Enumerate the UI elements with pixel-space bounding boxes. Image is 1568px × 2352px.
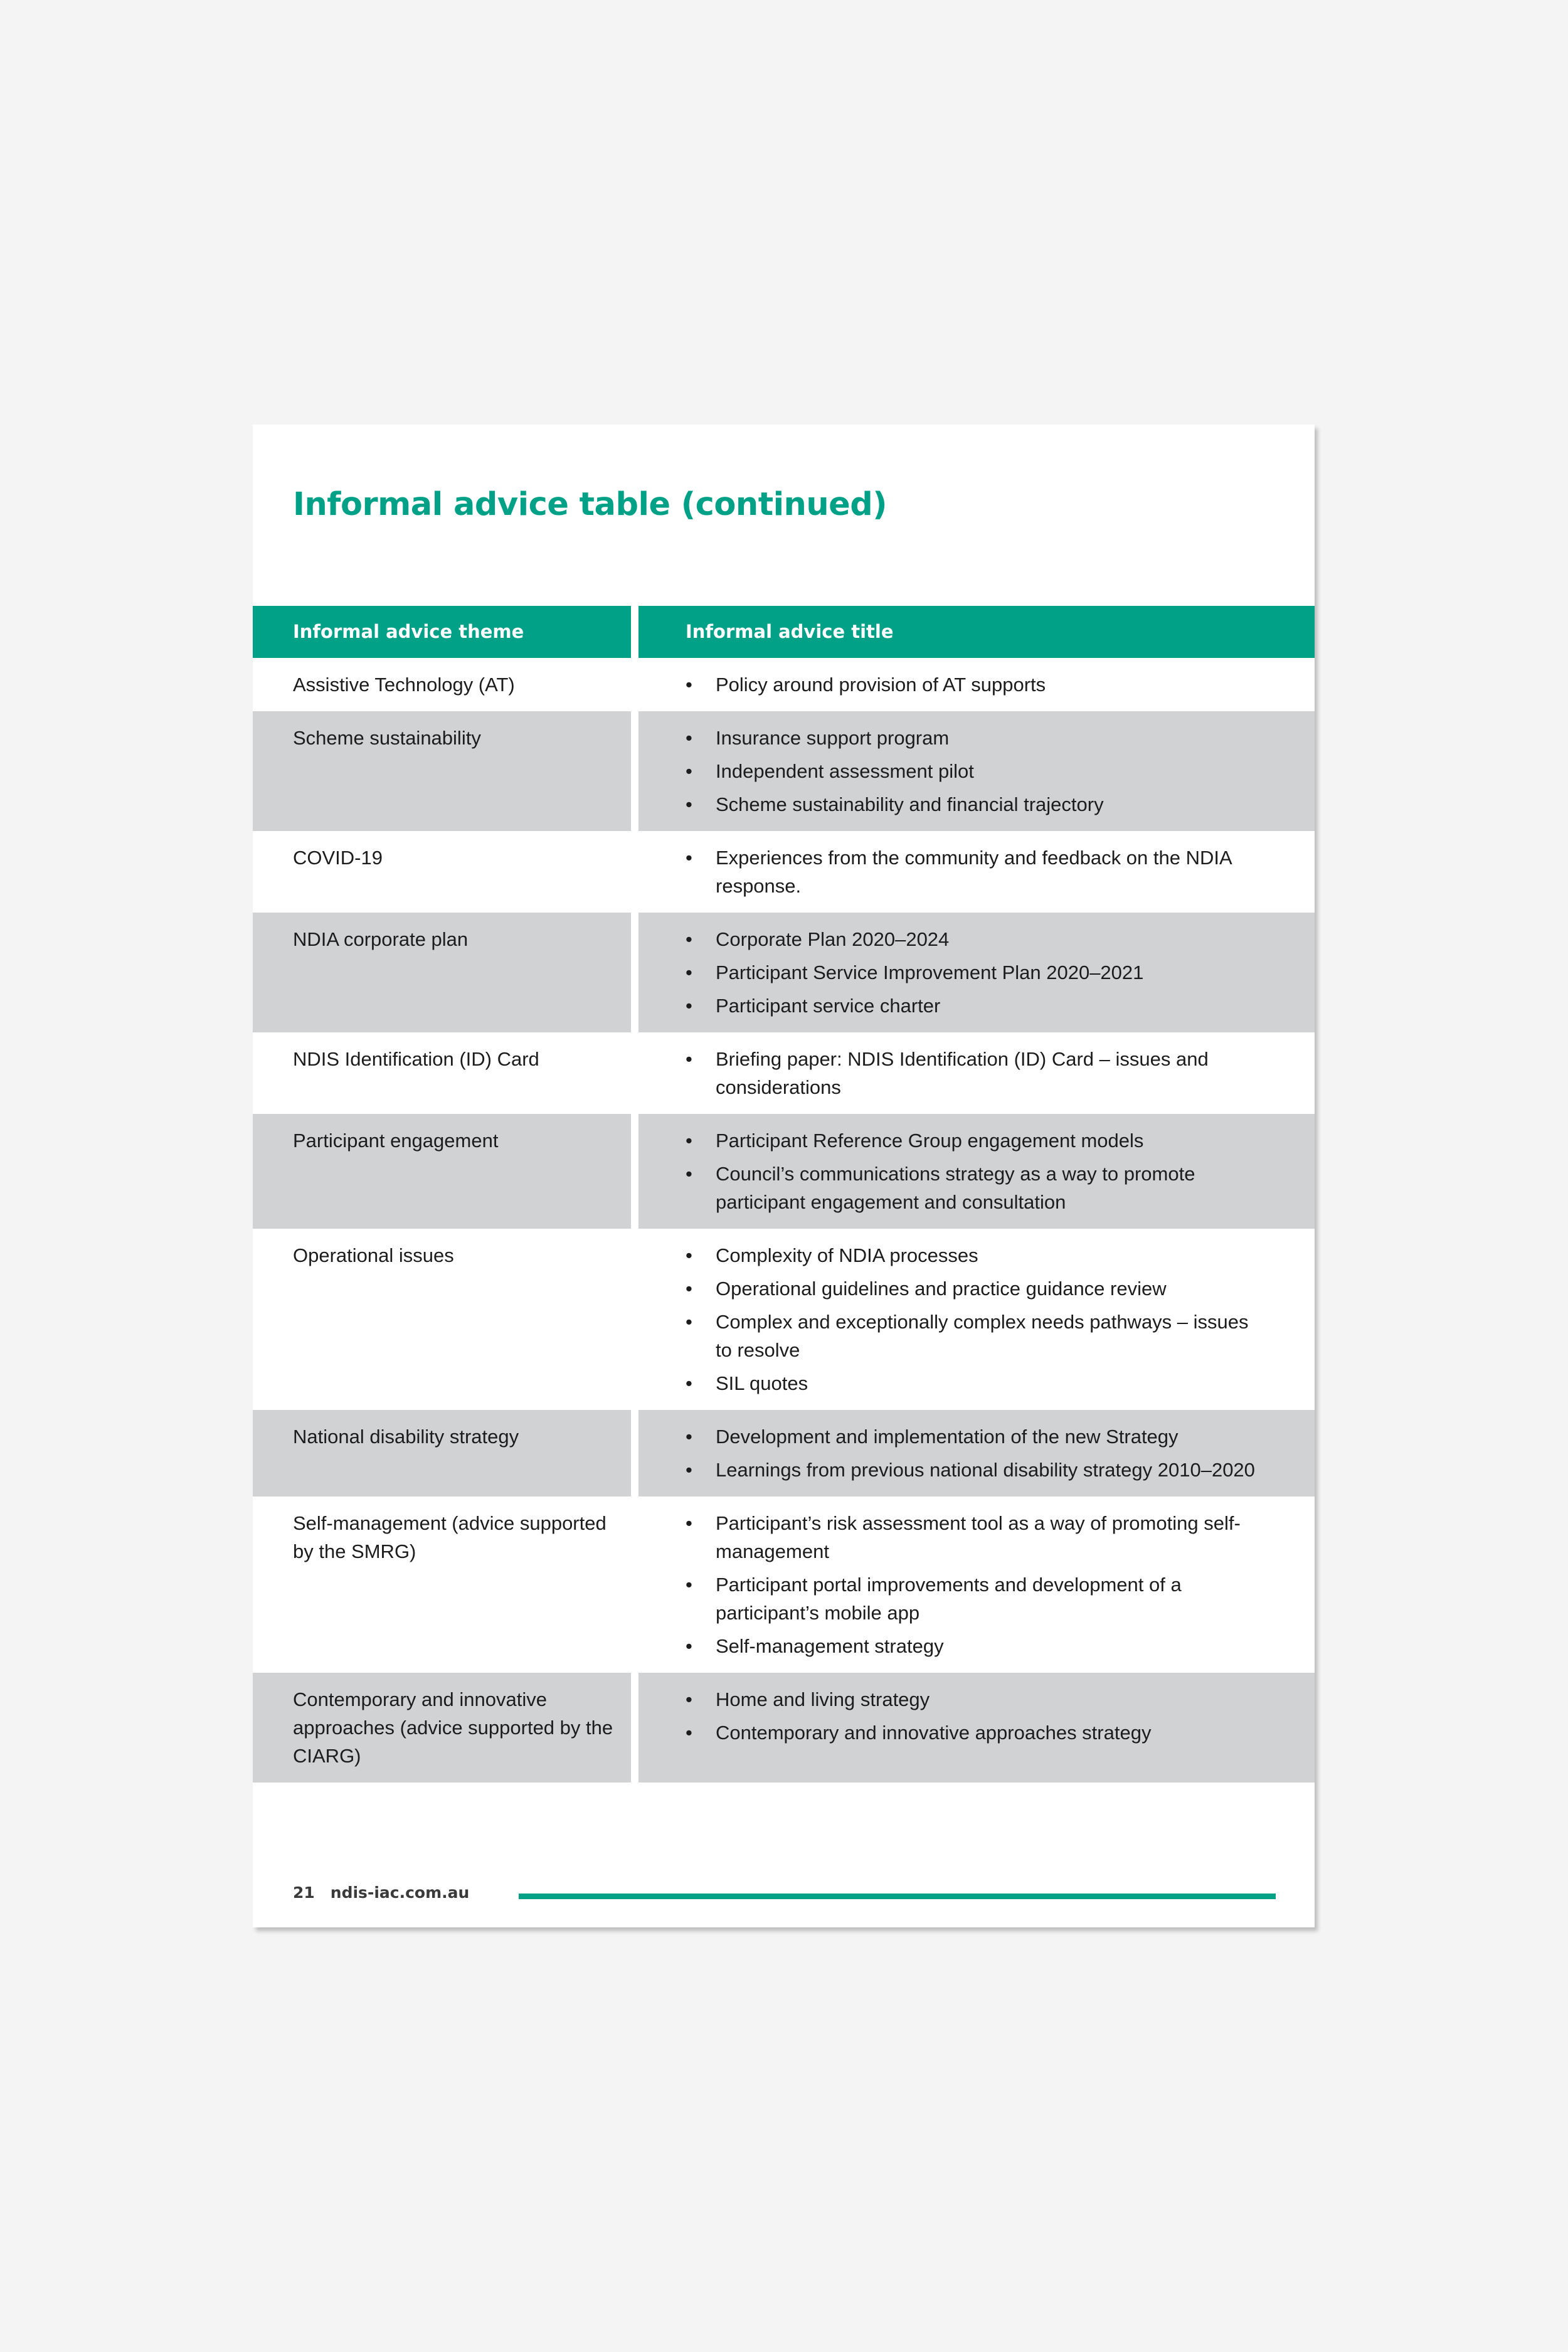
- row-titles: [638, 1410, 1315, 1496]
- list-item: • Participant service charter: [686, 992, 1264, 1020]
- advice-title-list: [686, 724, 1264, 818]
- list-item: • Learnings from previous national disability strategy 2010–2020: [686, 1456, 1264, 1484]
- column-gap: [631, 913, 638, 1032]
- list-item: • Participant Service Improvement Plan 2020–2021: [686, 958, 1264, 987]
- list-item: • Participant portal improvements and development of a participant’s mobile app: [686, 1571, 1264, 1627]
- row-titles: [638, 1673, 1315, 1783]
- row-titles: [638, 1496, 1315, 1673]
- list-item: • Scheme sustainability and financial trajectory: [686, 790, 1264, 818]
- row-theme: Contemporary and innovative approaches (advice supported by the CIARG): [253, 1673, 631, 1783]
- table-row: [253, 1032, 1315, 1114]
- list-item: • Complexity of NDIA processes: [686, 1241, 1264, 1269]
- table-row: [253, 1114, 1315, 1229]
- row-titles: [638, 1114, 1315, 1229]
- list-item: • Complex and exceptionally complex needs pathways – issues to resolve: [686, 1308, 1264, 1364]
- list-item: • Operational guidelines and practice guidance review: [686, 1274, 1264, 1303]
- list-item: • Participant’s risk assessment tool as a way of promoting self-management: [686, 1509, 1264, 1565]
- row-theme: COVID-19: [293, 847, 383, 869]
- column-gap: [631, 831, 638, 913]
- table-row: [253, 1496, 1315, 1673]
- row-titles: [638, 913, 1315, 1032]
- header-title: Informal advice title: [638, 606, 1315, 658]
- advice-title-list: [686, 1126, 1264, 1216]
- page-number: 21: [293, 1883, 315, 1902]
- list-item: • Policy around provision of AT supports: [686, 670, 1264, 699]
- table-row: [253, 1410, 1315, 1496]
- column-gap: [631, 1410, 638, 1496]
- row-titles: [638, 711, 1315, 831]
- row-theme: National disability strategy: [253, 1410, 631, 1496]
- table-row: [253, 658, 1315, 711]
- advice-title-list: [686, 1685, 1264, 1747]
- table-row: [253, 1229, 1315, 1410]
- list-item: • Home and living strategy: [686, 1685, 1264, 1714]
- list-item: • Contemporary and innovative approaches strategy: [686, 1719, 1264, 1747]
- document-page: [253, 425, 1315, 1927]
- table-row: [253, 1673, 1315, 1783]
- list-item: • Participant Reference Group engagement models: [686, 1126, 1264, 1155]
- list-item: • Independent assessment pilot: [686, 757, 1264, 785]
- table-row: [253, 831, 1315, 913]
- table-body: [253, 658, 1315, 1783]
- page-title: Informal advice table (continued): [293, 486, 887, 523]
- column-gap: [631, 658, 638, 711]
- list-item: • Corporate Plan 2020–2024: [686, 925, 1264, 953]
- advice-title-list: [686, 1509, 1264, 1660]
- header-theme: Informal advice theme: [253, 606, 631, 658]
- row-theme: Self-management (advice supported by the SMRG): [293, 1512, 607, 1562]
- column-gap: [631, 1673, 638, 1783]
- table-header-row: [253, 606, 1315, 658]
- row-titles: [638, 831, 1315, 913]
- list-item: • SIL quotes: [686, 1369, 1264, 1397]
- row-theme: Scheme sustainability: [253, 711, 631, 831]
- row-theme: Participant engagement: [253, 1114, 631, 1229]
- table-row: [253, 913, 1315, 1032]
- list-item: • Experiences from the community and feedback on the NDIA response.: [686, 844, 1264, 900]
- column-gap: [631, 1229, 638, 1410]
- advice-title-list: [686, 1422, 1264, 1484]
- website-url: ndis-iac.com.au: [330, 1883, 470, 1902]
- row-titles: [638, 1032, 1315, 1114]
- advice-table: [253, 606, 1315, 1783]
- page-footer: [293, 1880, 1276, 1905]
- footer-rule: [519, 1894, 1276, 1899]
- column-gap: [631, 1032, 638, 1114]
- advice-title-list: [686, 1241, 1264, 1397]
- row-theme: NDIS Identification (ID) Card: [293, 1048, 539, 1070]
- column-gap: [631, 1496, 638, 1673]
- list-item: • Self-management strategy: [686, 1632, 1264, 1660]
- column-gap: [631, 606, 638, 658]
- column-gap: [631, 711, 638, 831]
- list-item: • Council’s communications strategy as a way to promote participant engagement and consultation: [686, 1160, 1264, 1216]
- row-theme: NDIA corporate plan: [253, 913, 631, 1032]
- advice-title-list: [686, 925, 1264, 1020]
- row-titles: [638, 1229, 1315, 1410]
- row-titles: [638, 658, 1315, 711]
- advice-title-list: [686, 1045, 1264, 1101]
- list-item: • Development and implementation of the new Strategy: [686, 1422, 1264, 1451]
- table-row: [253, 711, 1315, 831]
- advice-title-list: [686, 670, 1264, 699]
- column-gap: [631, 1114, 638, 1229]
- list-item: • Insurance support program: [686, 724, 1264, 752]
- row-theme: Assistive Technology (AT): [293, 674, 515, 696]
- list-item: • Briefing paper: NDIS Identification (ID) Card – issues and considerations: [686, 1045, 1264, 1101]
- advice-title-list: [686, 844, 1264, 900]
- row-theme: Operational issues: [293, 1244, 454, 1266]
